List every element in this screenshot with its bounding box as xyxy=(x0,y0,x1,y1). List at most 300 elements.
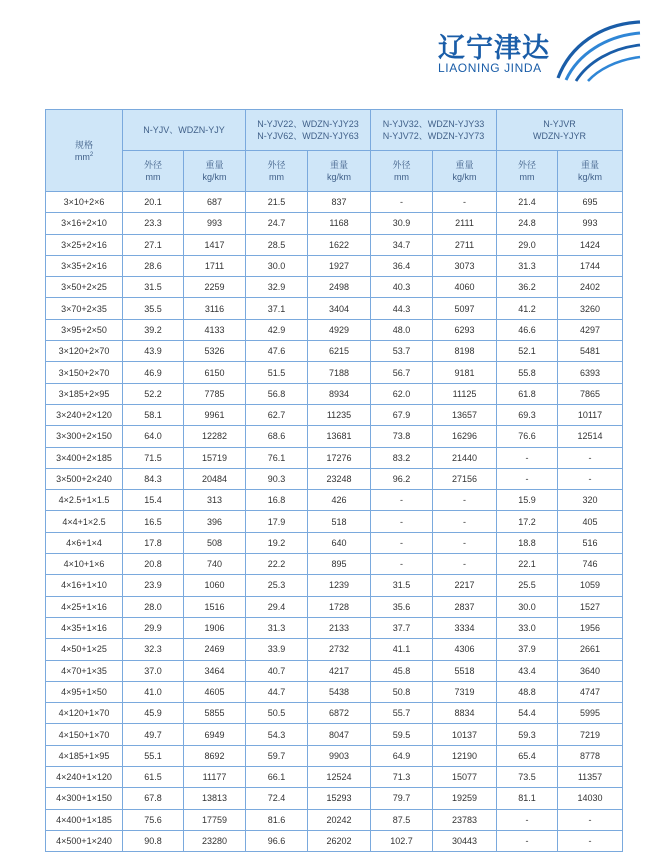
weight-cell: 12282 xyxy=(184,426,246,447)
spec-cell: 3×300+2×150 xyxy=(46,426,123,447)
spec-cell: 4×25+1×16 xyxy=(46,596,123,617)
outer-diameter-cell: 27.1 xyxy=(123,234,184,255)
weight-cell: - xyxy=(558,447,623,468)
weight-cell: - xyxy=(433,192,497,213)
weight-cell: 516 xyxy=(558,532,623,553)
outer-diameter-cell: 59.7 xyxy=(246,745,308,766)
weight-cell: 5995 xyxy=(558,703,623,724)
weight-cell: 19259 xyxy=(433,788,497,809)
weight-cell: 2133 xyxy=(308,617,371,638)
weight-cell: 1927 xyxy=(308,255,371,276)
outer-diameter-cell: 21.5 xyxy=(246,192,308,213)
outer-diameter-cell: 55.8 xyxy=(497,362,558,383)
weight-cell: 640 xyxy=(308,532,371,553)
weight-cell: 6215 xyxy=(308,341,371,362)
weight-cell: 15077 xyxy=(433,767,497,788)
outer-diameter-cell: - xyxy=(497,447,558,468)
outer-diameter-cell: 52.1 xyxy=(497,341,558,362)
spec-header: 规格 $mm^2$ xyxy=(46,110,123,192)
weight-header: 重量 kg/km xyxy=(308,151,371,192)
weight-cell: 3404 xyxy=(308,298,371,319)
weight-cell: 6949 xyxy=(184,724,246,745)
outer-diameter-cell: 20.1 xyxy=(123,192,184,213)
outer-diameter-cell: 30.0 xyxy=(497,596,558,617)
outer-diameter-cell: 40.7 xyxy=(246,660,308,681)
weight-cell: 2469 xyxy=(184,639,246,660)
weight-header: 重量 kg/km xyxy=(558,151,623,192)
weight-cell: 9961 xyxy=(184,404,246,425)
weight-cell: 5518 xyxy=(433,660,497,681)
outer-diameter-cell: 71.5 xyxy=(123,447,184,468)
weight-cell: 12190 xyxy=(433,745,497,766)
weight-cell: 1060 xyxy=(184,575,246,596)
weight-cell: 895 xyxy=(308,554,371,575)
weight-cell: 26202 xyxy=(308,830,371,851)
weight-cell: 14030 xyxy=(558,788,623,809)
spec-cell: 3×10+2×6 xyxy=(46,192,123,213)
group-header: N-YJV、WDZN-YJY xyxy=(123,110,246,151)
weight-cell: 5326 xyxy=(184,341,246,362)
spec-cell: 4×70+1×35 xyxy=(46,660,123,681)
weight-cell: 426 xyxy=(308,490,371,511)
table-row xyxy=(46,575,623,596)
outer-diameter-cell: 66.1 xyxy=(246,767,308,788)
spec-cell: 3×400+2×185 xyxy=(46,447,123,468)
weight-cell: 1527 xyxy=(558,596,623,617)
table-row xyxy=(46,383,623,404)
table-row xyxy=(46,660,623,681)
table-row xyxy=(46,426,623,447)
weight-cell: 320 xyxy=(558,490,623,511)
outer-diameter-cell: 83.2 xyxy=(371,447,433,468)
outer-diameter-cell: 41.0 xyxy=(123,681,184,702)
weight-cell: 5855 xyxy=(184,703,246,724)
weight-cell: 1239 xyxy=(308,575,371,596)
table-row xyxy=(46,511,623,532)
outer-diameter-cell: 31.5 xyxy=(123,277,184,298)
outer-diameter-cell: 84.3 xyxy=(123,468,184,489)
weight-cell: 7219 xyxy=(558,724,623,745)
weight-cell: 1906 xyxy=(184,617,246,638)
table-row xyxy=(46,362,623,383)
outer-diameter-cell: 35.5 xyxy=(123,298,184,319)
outer-diameter-cell: 41.2 xyxy=(497,298,558,319)
weight-cell: 1711 xyxy=(184,255,246,276)
weight-cell: 4060 xyxy=(433,277,497,298)
weight-header: 重量 kg/km xyxy=(184,151,246,192)
outer-diameter-cell: 59.5 xyxy=(371,724,433,745)
outer-diameter-header: 外径 mm xyxy=(497,151,558,192)
weight-cell: 6150 xyxy=(184,362,246,383)
outer-diameter-cell: 46.6 xyxy=(497,319,558,340)
weight-cell: 8934 xyxy=(308,383,371,404)
weight-cell: - xyxy=(558,830,623,851)
outer-diameter-cell: 64.0 xyxy=(123,426,184,447)
weight-cell: 3073 xyxy=(433,255,497,276)
outer-diameter-cell: 42.9 xyxy=(246,319,308,340)
weight-cell: 993 xyxy=(184,213,246,234)
table-row xyxy=(46,404,623,425)
outer-diameter-cell: 79.7 xyxy=(371,788,433,809)
outer-diameter-cell: 51.5 xyxy=(246,362,308,383)
weight-cell: - xyxy=(433,490,497,511)
outer-diameter-cell: 39.2 xyxy=(123,319,184,340)
spec-cell: 4×150+1×70 xyxy=(46,724,123,745)
weight-cell: 4747 xyxy=(558,681,623,702)
outer-diameter-cell: 24.7 xyxy=(246,213,308,234)
outer-diameter-cell: 47.6 xyxy=(246,341,308,362)
spec-cell: 4×400+1×185 xyxy=(46,809,123,830)
weight-cell: 2498 xyxy=(308,277,371,298)
weight-cell: 2732 xyxy=(308,639,371,660)
outer-diameter-cell: - xyxy=(371,192,433,213)
weight-cell: 7188 xyxy=(308,362,371,383)
outer-diameter-cell: 33.0 xyxy=(497,617,558,638)
weight-cell: - xyxy=(433,554,497,575)
outer-diameter-cell: 25.3 xyxy=(246,575,308,596)
outer-diameter-cell: 31.5 xyxy=(371,575,433,596)
weight-cell: 13813 xyxy=(184,788,246,809)
weight-cell: 2259 xyxy=(184,277,246,298)
weight-cell: 7785 xyxy=(184,383,246,404)
outer-diameter-cell: 71.3 xyxy=(371,767,433,788)
outer-diameter-cell: 29.4 xyxy=(246,596,308,617)
outer-diameter-cell: 76.6 xyxy=(497,426,558,447)
weight-cell: 11125 xyxy=(433,383,497,404)
weight-cell: 2837 xyxy=(433,596,497,617)
weight-cell: 20484 xyxy=(184,468,246,489)
weight-cell: 3464 xyxy=(184,660,246,681)
weight-cell: 8198 xyxy=(433,341,497,362)
weight-cell: 8047 xyxy=(308,724,371,745)
outer-diameter-cell: 87.5 xyxy=(371,809,433,830)
outer-diameter-cell: 81.6 xyxy=(246,809,308,830)
weight-cell: 313 xyxy=(184,490,246,511)
weight-cell: 2402 xyxy=(558,277,623,298)
table-row xyxy=(46,298,623,319)
weight-cell: 746 xyxy=(558,554,623,575)
outer-diameter-cell: 49.7 xyxy=(123,724,184,745)
outer-diameter-header: 外径 mm xyxy=(123,151,184,192)
weight-cell: 7865 xyxy=(558,383,623,404)
outer-diameter-cell: - xyxy=(497,830,558,851)
table-row xyxy=(46,639,623,660)
outer-diameter-cell: 62.7 xyxy=(246,404,308,425)
weight-cell: 8834 xyxy=(433,703,497,724)
outer-diameter-cell: 21.4 xyxy=(497,192,558,213)
spec-cell: 4×185+1×95 xyxy=(46,745,123,766)
table-row xyxy=(46,617,623,638)
group-header: N-YJVR WDZN-YJYR xyxy=(497,110,623,151)
outer-diameter-header: 外径 mm xyxy=(246,151,308,192)
weight-cell: 15293 xyxy=(308,788,371,809)
weight-cell: 396 xyxy=(184,511,246,532)
outer-diameter-cell: 65.4 xyxy=(497,745,558,766)
outer-diameter-cell: - xyxy=(371,490,433,511)
outer-diameter-cell: 46.9 xyxy=(123,362,184,383)
weight-cell: - xyxy=(558,809,623,830)
table-row xyxy=(46,788,623,809)
weight-cell: 11177 xyxy=(184,767,246,788)
table-row xyxy=(46,192,623,213)
weight-cell: 21440 xyxy=(433,447,497,468)
outer-diameter-cell: 75.6 xyxy=(123,809,184,830)
table-row xyxy=(46,319,623,340)
outer-diameter-cell: 56.8 xyxy=(246,383,308,404)
weight-cell: 3260 xyxy=(558,298,623,319)
weight-cell: 4306 xyxy=(433,639,497,660)
weight-cell: 2111 xyxy=(433,213,497,234)
outer-diameter-cell: - xyxy=(371,532,433,553)
weight-cell: 508 xyxy=(184,532,246,553)
weight-cell: 23280 xyxy=(184,830,246,851)
weight-cell: 4605 xyxy=(184,681,246,702)
weight-cell: 11235 xyxy=(308,404,371,425)
outer-diameter-cell: 44.7 xyxy=(246,681,308,702)
weight-cell: 12524 xyxy=(308,767,371,788)
weight-cell: - xyxy=(433,511,497,532)
weight-cell: 3116 xyxy=(184,298,246,319)
weight-cell: 8692 xyxy=(184,745,246,766)
outer-diameter-cell: 55.1 xyxy=(123,745,184,766)
outer-diameter-cell: - xyxy=(371,511,433,532)
outer-diameter-cell: 15.4 xyxy=(123,490,184,511)
spec-cell: 3×240+2×120 xyxy=(46,404,123,425)
outer-diameter-cell: 43.9 xyxy=(123,341,184,362)
outer-diameter-cell: 52.2 xyxy=(123,383,184,404)
weight-cell: 11357 xyxy=(558,767,623,788)
outer-diameter-cell: 31.3 xyxy=(497,255,558,276)
outer-diameter-cell: 45.8 xyxy=(371,660,433,681)
outer-diameter-cell: 29.9 xyxy=(123,617,184,638)
weight-cell: 518 xyxy=(308,511,371,532)
spec-cell: 4×35+1×16 xyxy=(46,617,123,638)
table-row xyxy=(46,277,623,298)
weight-cell: 740 xyxy=(184,554,246,575)
spec-cell: 4×240+1×120 xyxy=(46,767,123,788)
outer-diameter-cell: 16.8 xyxy=(246,490,308,511)
outer-diameter-cell: 19.2 xyxy=(246,532,308,553)
outer-diameter-cell: 16.5 xyxy=(123,511,184,532)
weight-cell: 6393 xyxy=(558,362,623,383)
cable-spec-table xyxy=(45,109,623,852)
spec-cell: 4×6+1×4 xyxy=(46,532,123,553)
spec-cell: 3×185+2×95 xyxy=(46,383,123,404)
outer-diameter-cell: 34.7 xyxy=(371,234,433,255)
outer-diameter-cell: - xyxy=(497,468,558,489)
outer-diameter-cell: 64.9 xyxy=(371,745,433,766)
spec-cell: 4×10+1×6 xyxy=(46,554,123,575)
table-row xyxy=(46,554,623,575)
outer-diameter-cell: 59.3 xyxy=(497,724,558,745)
weight-cell: 7319 xyxy=(433,681,497,702)
spec-cell: 3×50+2×25 xyxy=(46,277,123,298)
spec-cell: 3×120+2×70 xyxy=(46,341,123,362)
outer-diameter-cell: 90.8 xyxy=(123,830,184,851)
outer-diameter-header: 外径 mm xyxy=(371,151,433,192)
outer-diameter-cell: 50.8 xyxy=(371,681,433,702)
table-row xyxy=(46,532,623,553)
outer-diameter-cell: 69.3 xyxy=(497,404,558,425)
outer-diameter-cell: 37.9 xyxy=(497,639,558,660)
weight-cell: 5438 xyxy=(308,681,371,702)
weight-cell: 3640 xyxy=(558,660,623,681)
outer-diameter-cell: 56.7 xyxy=(371,362,433,383)
outer-diameter-cell: 48.0 xyxy=(371,319,433,340)
outer-diameter-cell: 18.8 xyxy=(497,532,558,553)
outer-diameter-cell: 17.2 xyxy=(497,511,558,532)
weight-cell: 6872 xyxy=(308,703,371,724)
outer-diameter-cell: 41.1 xyxy=(371,639,433,660)
weight-cell: 695 xyxy=(558,192,623,213)
outer-diameter-cell: 24.8 xyxy=(497,213,558,234)
table-header xyxy=(46,110,623,192)
outer-diameter-cell: 90.3 xyxy=(246,468,308,489)
weight-cell: 2217 xyxy=(433,575,497,596)
outer-diameter-cell: 50.5 xyxy=(246,703,308,724)
outer-diameter-cell: 32.9 xyxy=(246,277,308,298)
table-row xyxy=(46,234,623,255)
spec-cell: 3×500+2×240 xyxy=(46,468,123,489)
outer-diameter-cell: 29.0 xyxy=(497,234,558,255)
weight-cell: 17276 xyxy=(308,447,371,468)
spec-cell: 3×16+2×10 xyxy=(46,213,123,234)
outer-diameter-cell: 62.0 xyxy=(371,383,433,404)
weight-cell: 1516 xyxy=(184,596,246,617)
table-row xyxy=(46,213,623,234)
weight-cell: 1059 xyxy=(558,575,623,596)
spec-cell: 3×35+2×16 xyxy=(46,255,123,276)
weight-cell: 13681 xyxy=(308,426,371,447)
outer-diameter-cell: 25.5 xyxy=(497,575,558,596)
weight-cell: 23783 xyxy=(433,809,497,830)
weight-cell: 27156 xyxy=(433,468,497,489)
outer-diameter-cell: 28.5 xyxy=(246,234,308,255)
outer-diameter-cell: 28.0 xyxy=(123,596,184,617)
outer-diameter-cell: 30.9 xyxy=(371,213,433,234)
outer-diameter-cell: 23.3 xyxy=(123,213,184,234)
table-row xyxy=(46,724,623,745)
weight-cell: 1956 xyxy=(558,617,623,638)
weight-cell: 837 xyxy=(308,192,371,213)
outer-diameter-cell: 36.2 xyxy=(497,277,558,298)
spec-cell: 4×120+1×70 xyxy=(46,703,123,724)
outer-diameter-cell: 33.9 xyxy=(246,639,308,660)
weight-cell: 1417 xyxy=(184,234,246,255)
table-row xyxy=(46,830,623,851)
spec-cell: 4×4+1×2.5 xyxy=(46,511,123,532)
spec-cell: 3×150+2×70 xyxy=(46,362,123,383)
weight-cell: 4297 xyxy=(558,319,623,340)
outer-diameter-cell: 17.9 xyxy=(246,511,308,532)
outer-diameter-cell: 43.4 xyxy=(497,660,558,681)
weight-cell: 5481 xyxy=(558,341,623,362)
weight-cell: 20242 xyxy=(308,809,371,830)
logo-name-en: LIAONING JINDA xyxy=(438,61,542,75)
outer-diameter-cell: 37.0 xyxy=(123,660,184,681)
outer-diameter-cell: 67.9 xyxy=(371,404,433,425)
weight-cell: 2661 xyxy=(558,639,623,660)
weight-cell: 16296 xyxy=(433,426,497,447)
outer-diameter-cell: 15.9 xyxy=(497,490,558,511)
outer-diameter-cell: 40.3 xyxy=(371,277,433,298)
weight-cell: 4217 xyxy=(308,660,371,681)
outer-diameter-cell: 76.1 xyxy=(246,447,308,468)
outer-diameter-cell: 30.0 xyxy=(246,255,308,276)
weight-cell: 4929 xyxy=(308,319,371,340)
weight-cell: 687 xyxy=(184,192,246,213)
logo-name-cn: 辽宁津达 xyxy=(438,33,550,64)
table-row xyxy=(46,767,623,788)
outer-diameter-cell: 68.6 xyxy=(246,426,308,447)
outer-diameter-cell: 28.6 xyxy=(123,255,184,276)
outer-diameter-cell: 58.1 xyxy=(123,404,184,425)
outer-diameter-cell: 54.4 xyxy=(497,703,558,724)
weight-cell: 10137 xyxy=(433,724,497,745)
outer-diameter-cell: 17.8 xyxy=(123,532,184,553)
spec-cell: 4×500+1×240 xyxy=(46,830,123,851)
weight-cell: 13657 xyxy=(433,404,497,425)
spec-cell: 4×16+1×10 xyxy=(46,575,123,596)
table-row xyxy=(46,596,623,617)
outer-diameter-cell: 23.9 xyxy=(123,575,184,596)
outer-diameter-cell: 55.7 xyxy=(371,703,433,724)
weight-cell: 1728 xyxy=(308,596,371,617)
outer-diameter-cell: 102.7 xyxy=(371,830,433,851)
spec-cell: 4×300+1×150 xyxy=(46,788,123,809)
weight-cell: 23248 xyxy=(308,468,371,489)
weight-cell: 17759 xyxy=(184,809,246,830)
table-row xyxy=(46,468,623,489)
outer-diameter-cell: 72.4 xyxy=(246,788,308,809)
outer-diameter-cell: 67.8 xyxy=(123,788,184,809)
weight-header: 重量 kg/km xyxy=(433,151,497,192)
weight-cell: 5097 xyxy=(433,298,497,319)
outer-diameter-cell: 81.1 xyxy=(497,788,558,809)
table-row xyxy=(46,703,623,724)
weight-cell: 1744 xyxy=(558,255,623,276)
outer-diameter-cell: 32.3 xyxy=(123,639,184,660)
outer-diameter-cell: 96.2 xyxy=(371,468,433,489)
weight-cell: 405 xyxy=(558,511,623,532)
outer-diameter-cell: 31.3 xyxy=(246,617,308,638)
group-header: N-YJV32、WDZN-YJY33 N-YJV72、WDZN-YJY73 xyxy=(371,110,497,151)
outer-diameter-cell: 36.4 xyxy=(371,255,433,276)
outer-diameter-cell: 54.3 xyxy=(246,724,308,745)
weight-cell: 1168 xyxy=(308,213,371,234)
outer-diameter-cell: 22.1 xyxy=(497,554,558,575)
outer-diameter-cell: 37.7 xyxy=(371,617,433,638)
outer-diameter-cell: - xyxy=(371,554,433,575)
weight-cell: 1622 xyxy=(308,234,371,255)
table-row xyxy=(46,255,623,276)
table-row xyxy=(46,809,623,830)
outer-diameter-cell: 20.8 xyxy=(123,554,184,575)
outer-diameter-cell: 44.3 xyxy=(371,298,433,319)
outer-diameter-cell: 45.9 xyxy=(123,703,184,724)
weight-cell: 993 xyxy=(558,213,623,234)
outer-diameter-cell: 35.6 xyxy=(371,596,433,617)
outer-diameter-cell: 73.8 xyxy=(371,426,433,447)
outer-diameter-cell: 96.6 xyxy=(246,830,308,851)
spec-cell: 4×50+1×25 xyxy=(46,639,123,660)
weight-cell: 6293 xyxy=(433,319,497,340)
outer-diameter-cell: 48.8 xyxy=(497,681,558,702)
weight-cell: 1424 xyxy=(558,234,623,255)
outer-diameter-cell: 53.7 xyxy=(371,341,433,362)
spec-cell: 3×70+2×35 xyxy=(46,298,123,319)
table-row xyxy=(46,490,623,511)
